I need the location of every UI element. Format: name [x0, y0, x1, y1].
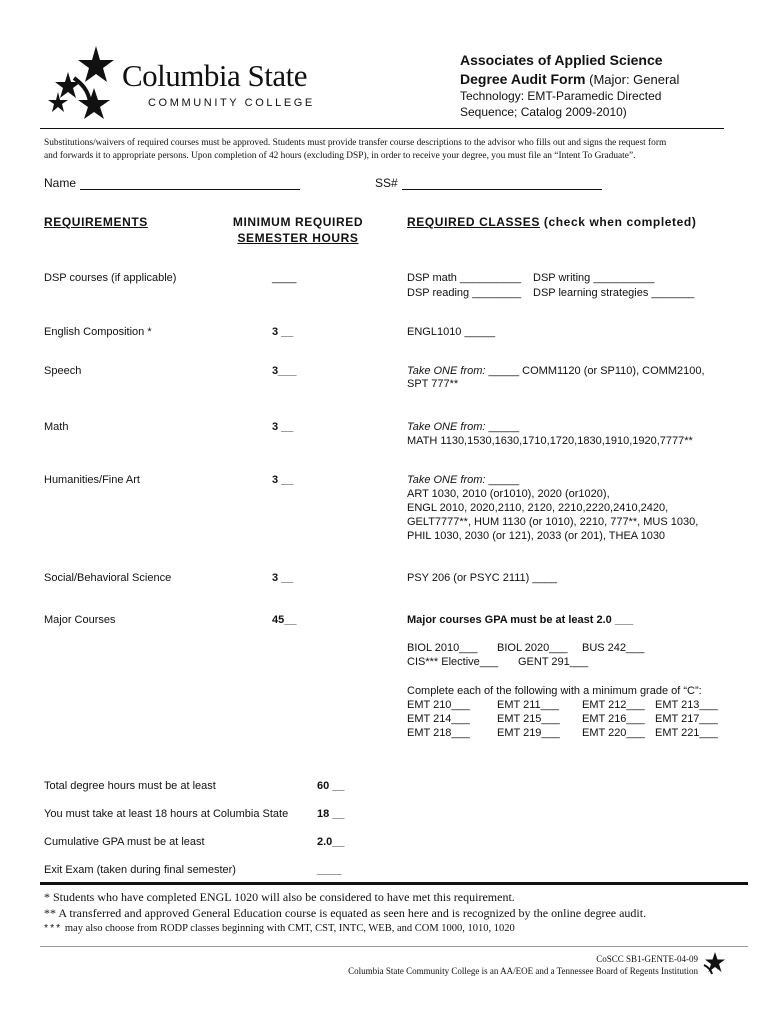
form-title-bold: Degree Audit Form	[460, 71, 586, 87]
emt-grade-note: Complete each of the following with a minimum grade of “C”:	[407, 685, 702, 697]
humanities-take-one: Take ONE from:	[407, 474, 486, 486]
ssn-label: SS#	[375, 176, 398, 190]
humanities-classes-field[interactable]	[407, 474, 519, 486]
humanities-label: Humanities/Fine Art	[44, 474, 140, 486]
residency-hours-label: You must take at least 18 hours at Columbia State	[44, 808, 289, 820]
cumulative-gpa-label: Cumulative GPA must be at least	[44, 836, 205, 848]
dsp-math-field[interactable]: DSP math __________	[407, 272, 522, 284]
note-transfer: ** A transferred and approved General Education course is equated as seen here and is recognized by the online degree audit.	[44, 906, 647, 920]
note-rodp	[44, 922, 515, 934]
exit-exam-label: Exit Exam (taken during final semester)	[44, 864, 236, 876]
required-classes-header	[407, 215, 696, 229]
math-label: Math	[44, 421, 69, 433]
required-classes-note: (check when completed)	[539, 215, 697, 229]
dsp-reading-field[interactable]: DSP reading ________	[407, 287, 522, 299]
biol2010-field[interactable]: BIOL 2010___	[407, 642, 478, 654]
star-cluster-icon	[44, 44, 122, 122]
speech-hours-field[interactable]: 3___	[272, 365, 297, 377]
emt215-field[interactable]: EMT 215___	[497, 713, 560, 725]
note-engl1020: * Students who have completed ENGL 1020 will also be considered to have met this requirement.	[44, 890, 515, 904]
name-field[interactable]	[80, 176, 300, 190]
total-hours-field[interactable]: 60 __	[317, 780, 345, 792]
requirements-header: REQUIREMENTS	[44, 215, 148, 229]
emt214-field[interactable]: EMT 214___	[407, 713, 470, 725]
humanities-options-line2: ENGL 2010, 2020,2110, 2120, 2210,2220,2410,2420,	[407, 502, 669, 514]
psy206-field[interactable]: PSY 206 (or PSYC 2111) ____	[407, 572, 557, 584]
dsp-writing-field[interactable]: DSP writing __________	[533, 272, 655, 284]
star-icon	[702, 951, 726, 975]
form-title-line1: Associates of Applied Science	[460, 52, 663, 68]
form-title-line2	[460, 71, 679, 87]
cis-elective-field[interactable]: CIS*** Elective___	[407, 656, 499, 668]
math-take-one: Take ONE from:	[407, 421, 486, 433]
speech-label: Speech	[44, 365, 82, 377]
header-divider	[40, 128, 724, 129]
notes-divider	[40, 882, 748, 885]
social-hours-field[interactable]: 3 __	[272, 572, 294, 584]
english-label: English Composition *	[44, 326, 152, 338]
min-hours-header-line2: SEMESTER HOURS	[237, 231, 359, 245]
dsp-hours-field[interactable]: ____	[272, 272, 297, 284]
emt218-field[interactable]: EMT 218___	[407, 727, 470, 739]
ssn-field[interactable]	[402, 176, 602, 190]
name-label: Name	[44, 176, 77, 190]
residency-hours-field[interactable]: 18 __	[317, 808, 345, 820]
engl1010-field[interactable]: ENGL1010 _____	[407, 326, 496, 338]
exit-exam-field[interactable]: ____	[317, 864, 342, 876]
emt220-field[interactable]: EMT 220___	[582, 727, 645, 739]
humanities-hours-field[interactable]: 3 __	[272, 474, 294, 486]
note-rodp-text: may also choose from RODP classes beginning with CMT, CST, INTC, WEB, and COM 1000, 1010, 1020	[62, 923, 515, 934]
footer-divider	[40, 946, 748, 947]
form-title-line3: Technology: EMT-Paramedic Directed	[460, 89, 662, 103]
emt210-field[interactable]: EMT 210___	[407, 699, 470, 711]
dsp-learning-field[interactable]: DSP learning strategies _______	[533, 287, 695, 299]
social-label: Social/Behavioral Science	[44, 572, 172, 584]
emt213-field[interactable]: EMT 213___	[655, 699, 718, 711]
bus242-field[interactable]: BUS 242___	[582, 642, 645, 654]
emt212-field[interactable]: EMT 212___	[582, 699, 645, 711]
emt221-field[interactable]: EMT 221___	[655, 727, 718, 739]
min-hours-header-line1: MINIMUM REQUIRED	[232, 215, 364, 229]
emt219-field[interactable]: EMT 219___	[497, 727, 560, 739]
major-label: Major Courses	[44, 614, 116, 626]
logo-name: Columbia State	[122, 58, 308, 93]
english-hours-field[interactable]: 3 __	[272, 326, 294, 338]
speech-options-line1: _____ COMM1120 (or SP110), COMM2100,	[485, 365, 705, 377]
gent291-field[interactable]: GENT 291___	[518, 656, 589, 668]
math-options: MATH 1130,1530,1630,1710,1720,1830,1910,1920,7777**	[407, 435, 693, 447]
note-rodp-stars: ***	[44, 922, 63, 934]
eoe-statement: Columbia State Community College is an AA/EOE and a Tennessee Board of Regents Institution	[348, 966, 698, 976]
emt216-field[interactable]: EMT 216___	[582, 713, 645, 725]
biol2020-field[interactable]: BIOL 2020___	[497, 642, 568, 654]
dsp-label: DSP courses (if applicable)	[44, 272, 177, 284]
humanities-options-line3: GELT7777**, HUM 1130 (or 1010), 2210, 777**, MUS 1030,	[407, 516, 699, 528]
form-title-major: (Major: General	[585, 72, 680, 87]
humanities-options-line4: PHIL 1030, 2030 (or 121), 2033 (or 201), THEA 1030	[407, 530, 666, 542]
major-hours-field[interactable]: 45__	[272, 614, 297, 626]
humanities-blank: _____	[485, 474, 520, 486]
form-title-line4: Sequence; Catalog 2009-2010)	[460, 105, 627, 119]
speech-take-one: Take ONE from:	[407, 365, 486, 377]
intro-line2: and forwards it to appropriate persons. Upon completion of 42 hours (excluding DSP), in order to receive your degree, you must file an “Intent To Graduate”.	[44, 151, 636, 161]
math-classes-field[interactable]	[407, 421, 519, 433]
form-code: CoSCC SB1-GENTE-04-09	[596, 954, 698, 964]
emt217-field[interactable]: EMT 217___	[655, 713, 718, 725]
speech-classes-field[interactable]	[407, 365, 705, 377]
emt211-field[interactable]: EMT 211___	[497, 699, 559, 711]
intro-line1: Substitutions/waivers of required courses must be approved. Students must provide transfer course descriptions to the advisor who fills out and signs the request form	[44, 138, 667, 148]
required-classes-title: REQUIRED CLASSES	[407, 215, 540, 229]
math-blank: _____	[485, 421, 520, 433]
math-hours-field[interactable]: 3 __	[272, 421, 294, 433]
total-hours-label: Total degree hours must be at least	[44, 780, 216, 792]
humanities-options-line1: ART 1030, 2010 (or1010), 2020 (or1020),	[407, 488, 610, 500]
logo-subtitle: COMMUNITY COLLEGE	[148, 97, 315, 109]
cumulative-gpa-field[interactable]: 2.0__	[317, 836, 345, 848]
speech-options-line2: SPT 777**	[407, 378, 459, 390]
college-logo	[44, 44, 314, 122]
major-gpa-field[interactable]: Major courses GPA must be at least 2.0 ___	[407, 614, 634, 626]
